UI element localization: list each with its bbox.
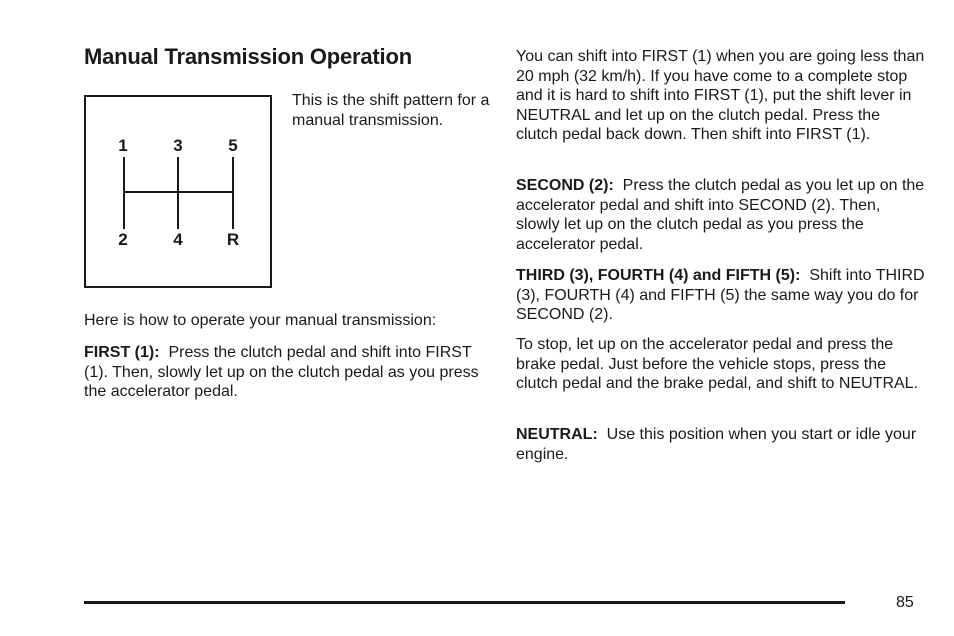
first-gear-paragraph <box>84 343 484 402</box>
gear-label-2: 2 <box>118 230 128 249</box>
shift-pattern-lines <box>86 97 270 286</box>
diagram-caption: This is the shift pattern for a manual transmission. <box>292 92 490 129</box>
second-gear-text: Press the clutch pedal as you let up on the accelerator pedal and shift into SECOND (2). Then, slowly let up on the clutch pedal as you press the accelerator pedal. <box>516 177 925 253</box>
footer-divider <box>84 601 845 604</box>
page-title: Manual Transmission Operation <box>84 44 412 69</box>
first-gear-text: Press the clutch pedal and shift into FIRST (1). Then, slowly let up on the clutch pedal as you press the accelerator pedal. <box>84 344 479 400</box>
intro-paragraph: Here is how to operate your manual transmission: <box>84 312 437 329</box>
neutral-label: NEUTRAL: <box>516 426 598 443</box>
second-gear-label: SECOND (2): <box>516 177 614 194</box>
shift-pattern-diagram <box>84 95 272 288</box>
first-gear-label: FIRST (1): <box>84 344 160 361</box>
neutral-paragraph <box>516 425 926 464</box>
gear-label-r: R <box>226 230 240 249</box>
third-fifth-gear-paragraph <box>516 266 926 325</box>
first-gear-note-paragraph: You can shift into FIRST (1) when you are going less than 20 mph (32 km/h). If you have come to a complete stop and it is hard to shift into FIRST (1), put the shift lever in NEUTRAL and let up on the clutch pedal. Press the clutch pedal back down. Then shift into FIRST (1). <box>516 48 925 143</box>
page-number: 85 <box>896 594 914 611</box>
second-gear-paragraph <box>516 176 926 254</box>
gear-label-3: 3 <box>173 136 183 155</box>
gear-label-5: 5 <box>228 136 238 155</box>
gear-label-1: 1 <box>118 136 128 155</box>
stopping-paragraph: To stop, let up on the accelerator pedal and press the brake pedal. Just before the vehicle stops, press the clutch pedal and the brake pedal, and shift to NEUTRAL. <box>516 336 919 392</box>
gear-label-4: 4 <box>173 230 183 249</box>
third-fifth-gear-text: Shift into THIRD (3), FOURTH (4) and FIFTH (5) the same way you do for SECOND (2). <box>516 267 925 323</box>
third-fifth-gear-label: THIRD (3), FOURTH (4) and FIFTH (5): <box>516 267 801 284</box>
neutral-text: Use this position when you start or idle your engine. <box>516 426 917 463</box>
